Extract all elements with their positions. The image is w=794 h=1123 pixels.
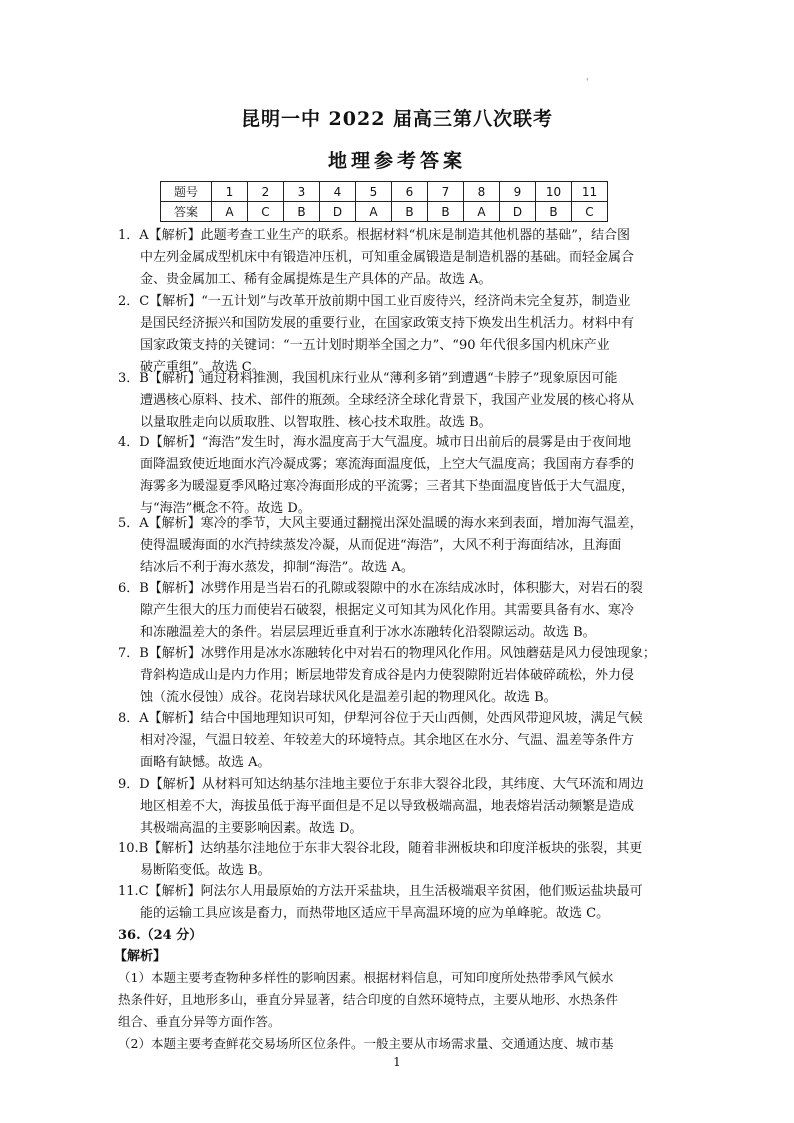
explanation-line: 7．B【解析】冰劈作用是冰水冻融转化中对岩石的物理风化作用。风蚀蘑菇是风力侵蚀现象； [118,646,656,661]
explanation-line: 1．A【解析】此题考查工业生产的联系。根据材料“机床是制造其他机器的基础”，结合图 [118,228,630,243]
question-number: 6 [392,182,428,202]
answer-explanation-7 [118,643,678,709]
answer-cell: C [572,202,608,222]
explanation-line: 国家政策支持的关键词：“一五计划时期举全国之力”、“90 年代很多国内机床产业 [140,338,610,353]
explanation-line: 以量取胜走向以质取胜、以智取胜、核心技术取胜。故选 B。 [140,415,492,430]
explanation-line: 面略有缺憾。故选 A。 [140,755,271,770]
question-number: 2 [248,182,284,202]
answer-cell: B [428,202,464,222]
page-number: 1 [393,1055,401,1069]
answer-explanation-11 [118,881,678,925]
answer-table-answer-label: 答案 [161,202,212,222]
explanation-line: 破产重组”。故选 C。 [140,360,265,375]
answer-cell: A [464,202,500,222]
explanation-line: 6．B【解析】冰劈作用是当岩石的孔隙或裂隙中的水在冻结成冰时，体积膨大，对岩石的裂 [118,581,643,596]
explanation-line: 遭遇核心原料、技术、部件的瓶颈。全球经济全球化背景下，我国产业发展的核心将从 [140,393,635,408]
section-36-heading: 36.（24 分） [118,928,203,943]
explanation-line: 是国民经济振兴和国防发展的重要行业，在国家政策支持下焕发出生机活力。材料中有 [140,316,635,331]
section-36-line: （2）本题主要考查鲜花交易场所区位条件。一般主要从市场需求量、交通通达度、城市基 [118,1036,614,1051]
answer-cell: A [356,202,392,222]
explanation-line: 金、贵金属加工、稀有金属提炼是生产具体的产品。故选 A。 [140,272,492,287]
question-number: 10 [536,182,572,202]
question-number: 11 [572,182,608,202]
explanation-line: 背斜构造成山是内力作用；断层地带发育成谷是内力使裂隙附近岩体破碎疏松，外力侵 [140,668,635,683]
answer-cell: B [392,202,428,222]
answer-explanation-6 [118,578,678,644]
explanation-line: 相对冷湿，气温日较差、年较差大的环境特点。其余地区在水分、气温、温差等条件方 [140,733,635,748]
question-number: 8 [464,182,500,202]
explanation-line: 5．A【解析】寒冷的季节，大风主要通过翻搅出深处温暖的海水来到表面，增加海气温差， [118,516,643,531]
section-36-analysis-label: 【解析】 [114,949,167,964]
explanation-line: 8．A【解析】结合中国地理知识可知，伊犁河谷位于天山西侧，处西风带迎风坡，满足气候 [118,711,643,726]
answer-explanation-5 [118,513,678,579]
section-36-line: 组合、垂直分异等方面作答。 [118,1014,281,1029]
section-36-body [118,967,683,1055]
answer-table-answer-row [161,202,608,222]
explanation-line: 面降温致使近地面水汽冷凝成雾；寒流海面温度低，上空大气温度高；我国南方春季的 [140,457,635,472]
explanation-line: 和冻融温差大的条件。岩层层理近垂直利于冰水冻融转化沿裂隙运动。故选 B。 [140,625,596,640]
explanation-line: 地区相差不大，海拔虽低于海平面但是不足以导致极端高温，地表熔岩活动频繁是造成 [140,799,635,814]
answer-table-header-label: 题号 [161,182,212,202]
answer-explanation-3 [118,368,678,434]
section-36-line: （1）本题主要考查物种多样性的影响因素。根据材料信息，可知印度所处热带季风气候水 [118,970,614,985]
explanation-line: 其极端高温的主要影响因素。故选 D。 [140,821,363,836]
answer-cell: A [212,202,248,222]
explanation-line: 中左列金属成型机床中有锻造冲压机，可知重金属锻造是制造机器的基础。而轻金属合 [140,250,635,265]
explanation-line: 使得温暖海面的水汽持续蒸发冷凝，从而促进“海浩”，大风不利于海面结冰，且海面 [140,538,622,553]
explanation-line: 蚀（流水侵蚀）成谷。花岗岩球状风化是温差引起的物理风化。故选 B。 [140,690,557,705]
explanation-line: 隙产生很大的压力而使岩石破裂，根据定义可知其为风化作用。其需要具备有水、寒冷 [140,603,635,618]
answer-table-header-row [161,182,608,202]
answer-explanation-4 [118,432,678,520]
answer-cell: D [500,202,536,222]
answer-explanation-1 [118,225,678,291]
document-title: 昆明一中 2022 届高三第八次联考 [240,108,554,130]
answer-cell: B [536,202,572,222]
question-number: 4 [320,182,356,202]
answer-explanation-2 [118,291,678,379]
explanation-line: 4．D【解析】“海浩”发生时，海水温度高于大气温度。城市日出前后的晨雾是由于夜间地 [118,435,631,450]
explanation-line: 结冰后不利于海水蒸发，抑制“海浩”。故选 A。 [140,560,414,575]
explanation-line: 10.B【解析】达纳基尔洼地位于东非大裂谷北段，随着非洲板块和印度洋板块的张裂，其更 [118,841,643,856]
explanation-line: 易断陷变低。故选 B。 [140,863,271,878]
explanation-line: 2．C【解析】“一五计划”与改革开放前期中国工业百废待兴，经济尚未完全复苏，制造业 [118,294,631,309]
question-number: 9 [500,182,536,202]
explanation-line: 11.C【解析】阿法尔人用最原始的方法开采盐块，且生活极端艰辛贫困，他们贩运盐块最可 [118,884,643,899]
corner-mark: ' [586,78,589,88]
answer-explanation-9 [118,774,678,840]
document-subtitle: 地理参考答案 [327,150,466,172]
answer-cell: B [284,202,320,222]
answer-explanation-10 [118,838,678,882]
explanation-line: 3．B【解析】通过材料推测，我国机床行业从“薄利多销”到遭遇“卡脖子”现象原因可能 [118,371,618,386]
answer-cell: C [248,202,284,222]
question-number: 7 [428,182,464,202]
explanation-line: 能的运输工具应该是畜力，而热带地区适应干旱高温环境的应为单峰驼。故选 C。 [140,906,610,921]
answer-explanation-8 [118,708,678,774]
explanation-line: 与“海浩”概念不符。故选 D。 [140,501,311,516]
explanation-line: 海雾多为暖湿夏季风略过寒冷海面形成的平流雾；三者其下垫面温度皆低于大气温度， [140,479,635,494]
question-number: 5 [356,182,392,202]
question-number: 1 [212,182,248,202]
answer-cell: D [320,202,356,222]
section-36-line: 热条件好，且地形多山，垂直分异显著，结合印度的自然环境特点，主要从地形、水热条件 [118,992,619,1007]
answer-table [160,181,608,222]
question-number: 3 [284,182,320,202]
explanation-line: 9．D【解析】从材料可知达纳基尔洼地主要位于东非大裂谷北段，其纬度、大气环流和周边 [118,777,644,792]
